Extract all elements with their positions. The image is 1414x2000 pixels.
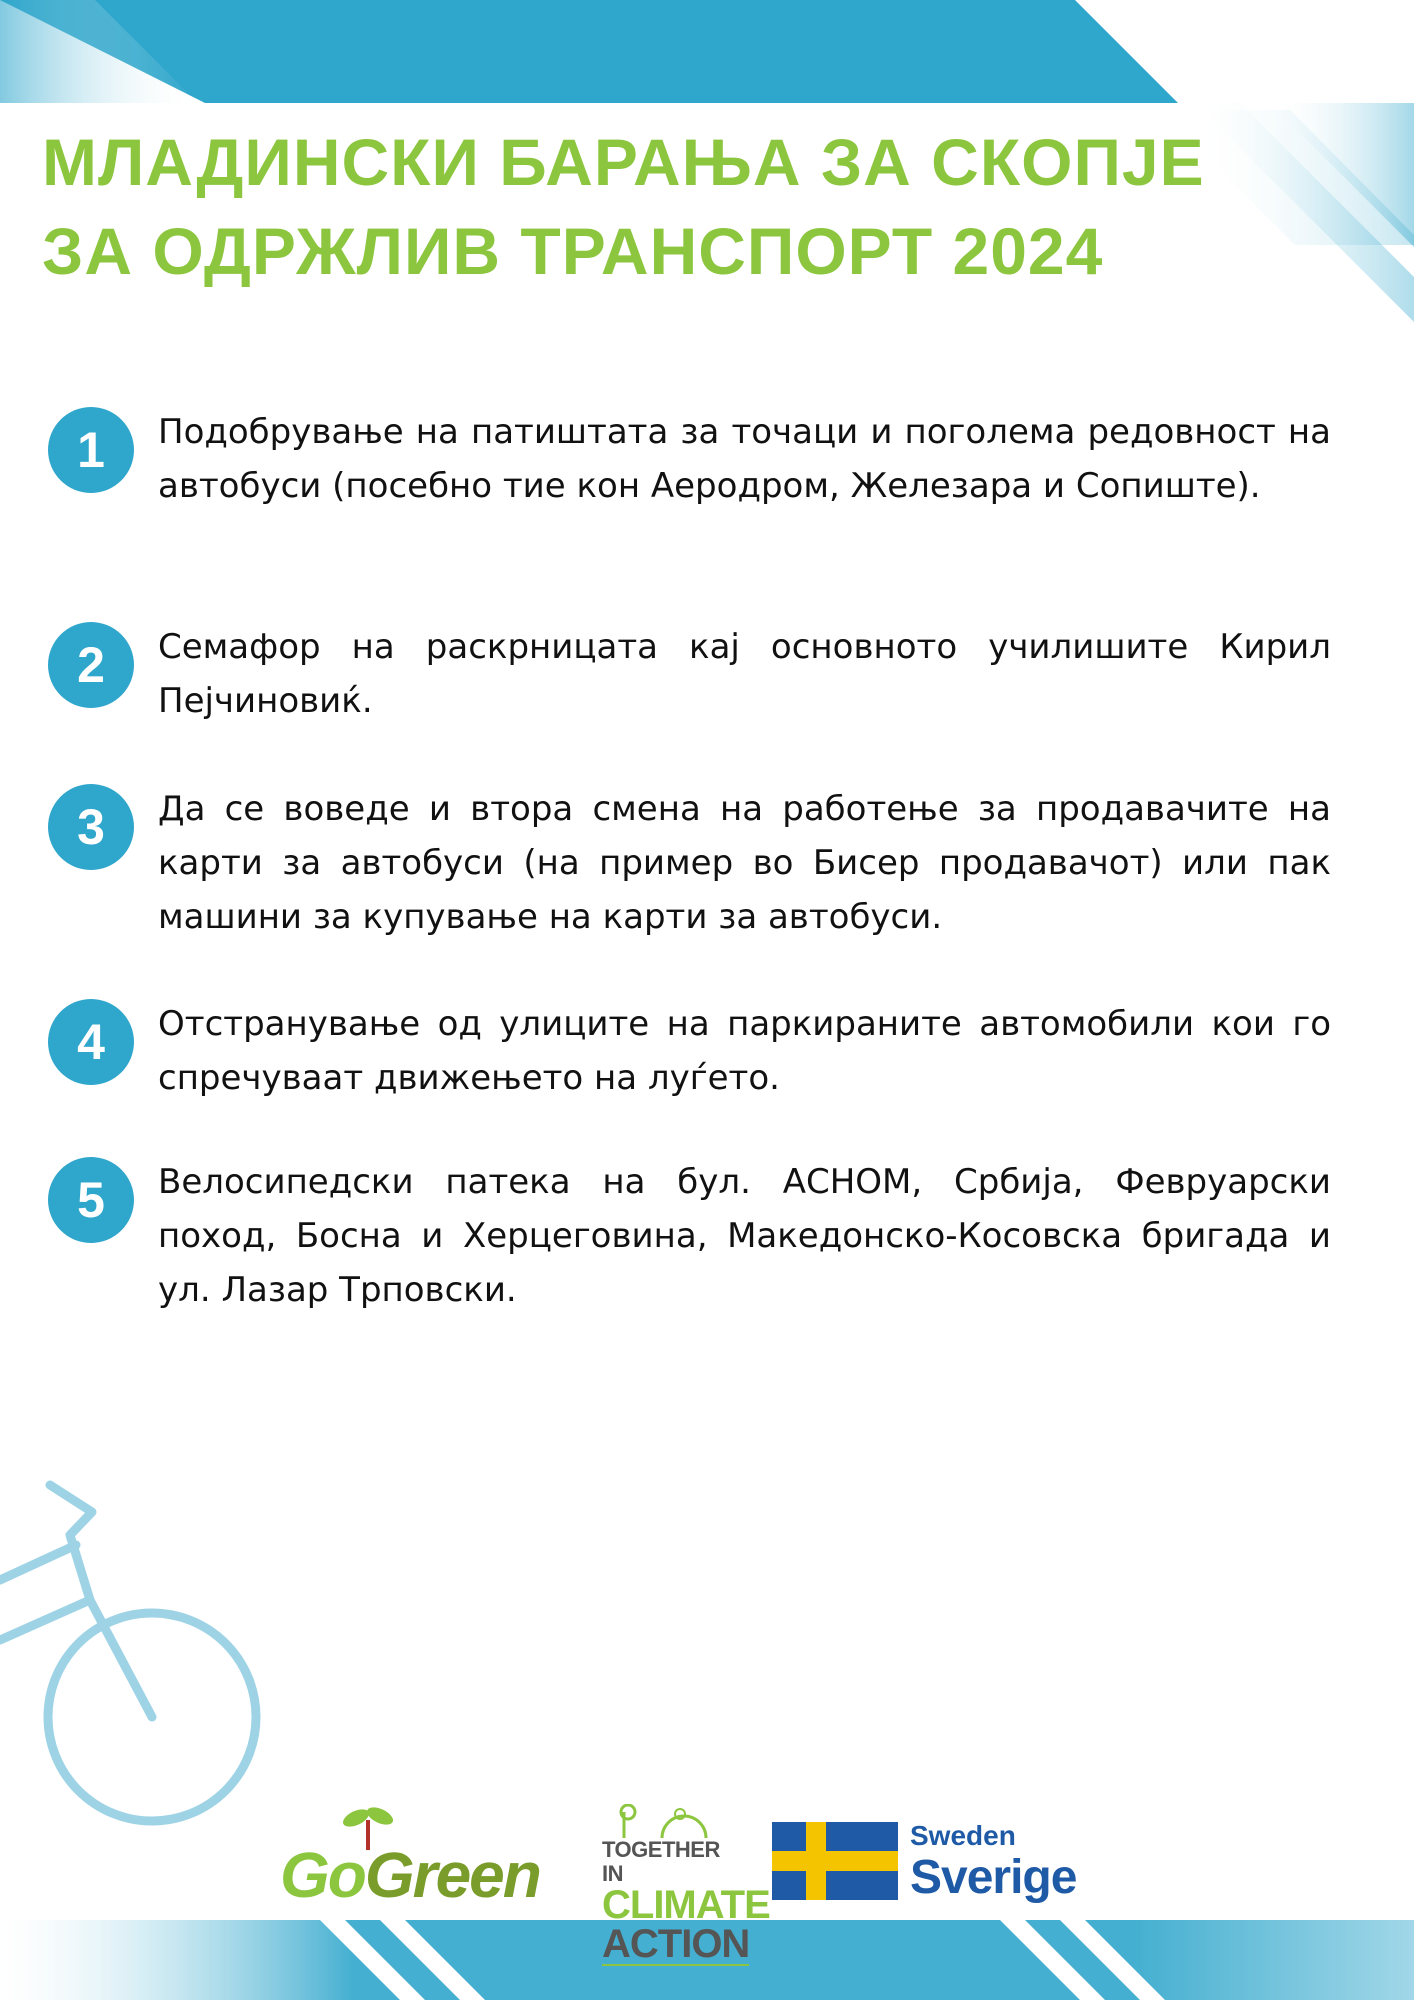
tree-sun-icon [602, 1804, 712, 1838]
number-badge: 3 [48, 784, 134, 870]
item-text: Подобрување на патиштата за точаци и поголема редовност на автобуси (посебно тие кон Аеродром, Железара и Сопиште). [158, 412, 1331, 506]
item-text: Да се воведе и втора смена на работење за продавачите на карти за автобуси (на пример во Бисер продавачот) или пак машини за купување на карти за автобуси. [158, 789, 1331, 937]
list-item [48, 782, 1331, 952]
plant-icon [338, 1800, 398, 1850]
gogreen-logo: GoGreen [280, 1839, 540, 1911]
partner-logos [280, 1800, 1100, 1966]
number-badge: 4 [48, 999, 134, 1085]
page-title [42, 118, 1262, 296]
item-text: Отстранување од улиците на паркираните автомобили кои го спречуваат движењето на луѓето. [158, 1004, 1331, 1098]
title-line-2: ЗА ОДРЖЛИВ ТРАНСПОРТ 2024 [42, 214, 1104, 288]
list-item [48, 620, 1331, 740]
sverige-label: Sverige [910, 1851, 1077, 1904]
number-badge: 5 [48, 1157, 134, 1243]
top-band [0, 0, 1178, 103]
sweden-label: Sweden [910, 1820, 1016, 1851]
list-item [48, 1155, 1331, 1325]
number-badge: 2 [48, 622, 134, 708]
list-item [48, 997, 1331, 1117]
number-badge: 1 [48, 407, 134, 493]
item-text: Велосипедски патека на бул. АСНОМ, Србија, Февруарски поход, Босна и Херцеговина, Македонско-Косовска бригада и ул. Лазар Трповски. [158, 1162, 1331, 1310]
bicycle-icon [0, 1485, 256, 1821]
swedish-flag-icon [772, 1822, 898, 1900]
together-in-climate-action-logo: TOGETHER IN CLIMATE ACTION [602, 1804, 732, 1966]
title-line-1: МЛАДИНСКИ БАРАЊА ЗА СКОПЈЕ [42, 125, 1205, 199]
list-item [48, 405, 1331, 575]
item-text: Семафор на раскрницата кај основното училишите Кирил Пејчиновиќ. [158, 627, 1331, 721]
